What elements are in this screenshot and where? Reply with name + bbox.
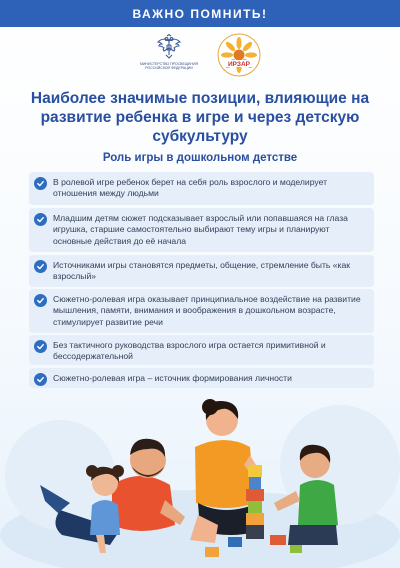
list-item xyxy=(29,172,374,205)
top-banner xyxy=(0,0,400,27)
item-text: Сюжетно-ролевая игра оказывает принципиальное воздействие на развитие мышления, памяти, внимания и воображения в дошкольном возрасте, стимулирует развитие речи xyxy=(53,294,361,327)
check-circle-icon xyxy=(34,260,47,273)
list-item xyxy=(29,208,374,252)
list-item xyxy=(29,289,374,333)
section-subtitle: Роль игры в дошкольном детстве xyxy=(102,152,298,164)
item-text: Источниками игры становятся предметы, общение, стремление быть «как взрослый» xyxy=(53,260,351,282)
check-circle-icon xyxy=(34,294,47,307)
item-text: Младшим детям сюжет подсказывает взрослый или попавшаяся на глаза игрушка, старшие самостоятельно выбирают тему игры и планируют основные действия до её начала xyxy=(53,213,348,246)
check-circle-icon xyxy=(34,177,47,190)
bg-blob-right xyxy=(280,405,400,525)
item-text: Без тактичного руководства взрослого игра остается примитивной и бессодержательной xyxy=(53,340,326,362)
ministry-logo xyxy=(139,33,199,77)
item-text: Сюжетно-ролевая игра – источник формирования личности xyxy=(53,373,292,383)
item-text: В ролевой игре ребенок берет на себя роль взрослого и моделирует отношения между людьми xyxy=(53,177,328,199)
check-circle-icon xyxy=(34,213,47,226)
page-title: Наиболее значимые позиции, влияющие на развитие ребенка в игре и через детскую субкультуру xyxy=(30,90,370,145)
ministry-name: МИНИСТЕРСТВО ПРОСВЕЩЕНИЯ РОССИЙСКОЙ ФЕДЕРАЦИИ xyxy=(140,62,198,70)
institute-name: ИРЗАР xyxy=(227,61,251,68)
check-circle-icon xyxy=(34,340,47,353)
eagle-emblem-icon xyxy=(155,33,183,61)
list-item xyxy=(29,335,374,365)
banner-text: ВАЖНО ПОМНИТЬ! xyxy=(132,6,268,21)
list-item xyxy=(29,255,374,287)
logos-row xyxy=(0,33,400,77)
institute-logo xyxy=(217,33,261,77)
family-playing-illustration xyxy=(0,385,400,568)
